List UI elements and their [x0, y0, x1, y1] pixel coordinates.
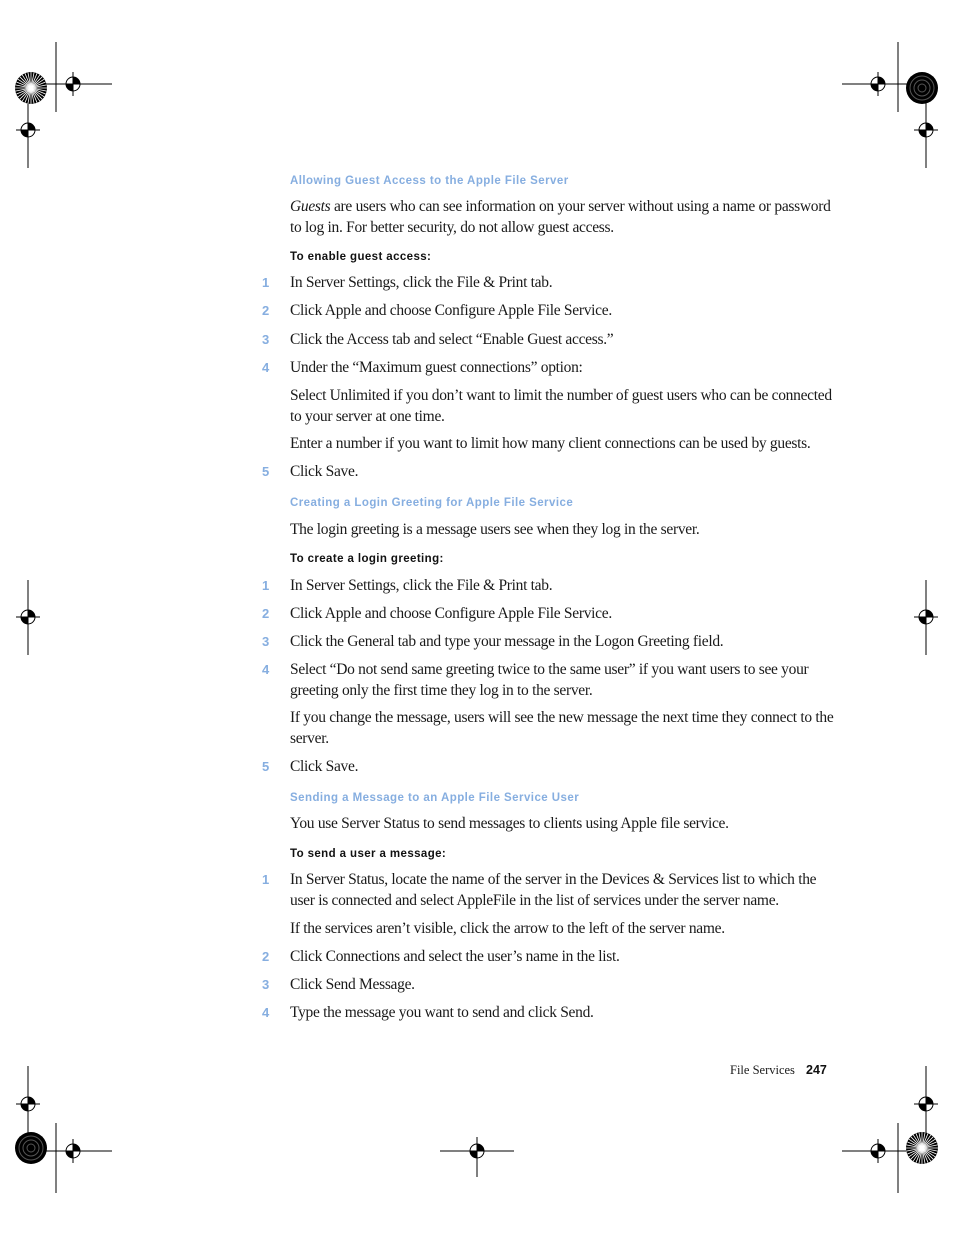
step-number: 2	[262, 606, 270, 621]
step-text: Click Save.	[290, 463, 359, 480]
step-number: 3	[262, 332, 270, 347]
step-number: 4	[262, 1005, 270, 1020]
step-text: Under the “Maximum guest connections” option:	[290, 359, 583, 376]
step-text: In Server Settings, click the File & Print tab.	[290, 577, 553, 594]
procedure-title: To send a user a message:	[290, 848, 447, 860]
step-note: If you change the message, users will see the new message the next time they connect to the server.	[290, 709, 834, 747]
section-intro: Guests are users who can see information on your server without using a name or password to log in. For better security, do not allow guest access.	[290, 198, 831, 236]
step-text: Click the General tab and type your message in the Logon Greeting field.	[290, 633, 724, 650]
step-text: In Server Status, locate the name of the server in the Devices & Services list to which the user is connected and select AppleFile in the list of services under the server name.	[290, 871, 817, 909]
section-heading-guest-access: Allowing Guest Access to the Apple File Server	[290, 175, 569, 187]
step-text: In Server Settings, click the File & Print tab.	[290, 274, 553, 291]
step-number: 5	[262, 464, 270, 479]
section-intro: You use Server Status to send messages to clients using Apple file service.	[290, 815, 729, 832]
section-heading-login-greeting: Creating a Login Greeting for Apple File Service	[290, 497, 574, 509]
step-text: Select “Do not send same greeting twice to the same user” if you want users to see your greeting only the first time they log in to the server.	[290, 661, 809, 699]
step-note: Enter a number if you want to limit how many client connections can be used by guests.	[290, 435, 811, 452]
step-text: Click Connections and select the user’s name in the list.	[290, 948, 620, 965]
step-number: 1	[262, 872, 270, 887]
page-number: 247	[806, 1063, 827, 1077]
step-number: 4	[262, 360, 270, 375]
running-footer-title: File Services	[730, 1063, 795, 1077]
step-number: 2	[262, 949, 270, 964]
procedure-title: To enable guest access:	[290, 251, 432, 263]
step-number: 1	[262, 578, 270, 593]
step-text: Click Apple and choose Configure Apple File Service.	[290, 302, 612, 319]
step-text: Click Send Message.	[290, 976, 415, 993]
step-note: Select Unlimited if you don’t want to limit the number of guest users who can be connected to your server at one time.	[290, 387, 832, 425]
step-note: If the services aren’t visible, click the arrow to the left of the server name.	[290, 920, 725, 937]
step-number: 4	[262, 662, 270, 677]
step-text: Click Apple and choose Configure Apple File Service.	[290, 605, 612, 622]
section-intro: The login greeting is a message users see when they log in the server.	[290, 521, 700, 538]
section-heading-send-message: Sending a Message to an Apple File Service User	[290, 792, 580, 804]
step-number: 2	[262, 303, 270, 318]
procedure-title: To create a login greeting:	[290, 553, 444, 565]
term-guests: Guests	[290, 198, 331, 215]
step-text: Type the message you want to send and click Send.	[290, 1004, 594, 1021]
step-number: 5	[262, 759, 270, 774]
step-number: 3	[262, 977, 270, 992]
step-number: 1	[262, 275, 270, 290]
step-number: 3	[262, 634, 270, 649]
step-text: Click Save.	[290, 758, 359, 775]
step-text: Click the Access tab and select “Enable Guest access.”	[290, 331, 614, 348]
